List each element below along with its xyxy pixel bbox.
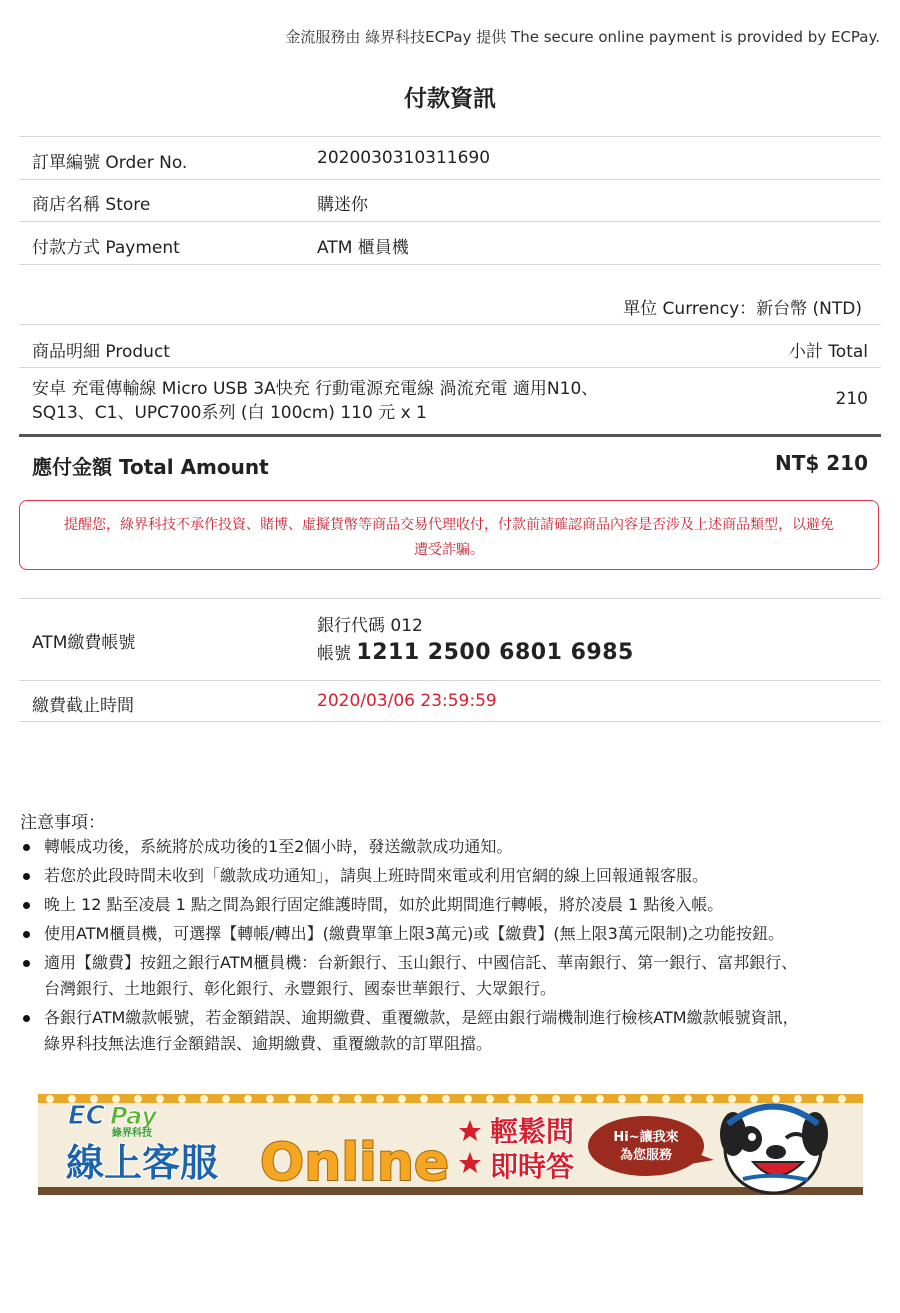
list-item [20,1005,880,1057]
account-number-label: 帳號 [317,644,351,664]
bullet-icon [23,873,30,880]
banner-main-text: 線上客服 [66,1141,219,1185]
product-row [19,367,881,433]
order-no-value: 2020030310311690 [317,148,491,168]
order-no-row [19,136,881,180]
note-text: 轉帳成功後，系統將於成功後的1至2個小時，發送繳款成功通知。 [44,837,513,856]
bullet-icon [23,902,30,909]
order-no-label: 訂單編號 Order No. [32,153,188,173]
deadline-row [19,680,881,722]
product-name-line2: SQ13、C1、UPC700系列 (白 100cm) 110 元 x 1 [32,403,427,423]
fraud-warning-line1: 提醒您，綠界科技不承作投資、賭博、虛擬貨幣等商品交易代理收付，付款前請確認商品內容是否涉及上述商品類型，以避免 [64,517,834,533]
banner-lights [38,1094,863,1103]
bullet-icon [23,960,30,967]
note-text: 適用【繳費】按鈕之銀行ATM櫃員機：台新銀行、玉山銀行、中國信託、華南銀行、第一銀行、富邦銀行、 [44,953,798,972]
subtotal-header-label: 小計 Total [788,342,868,362]
svg-text:Pay: Pay [110,1102,158,1130]
list-item [20,863,880,889]
bullet-icon [23,1015,30,1022]
fraud-warning-box [19,500,879,570]
store-value: 購迷你 [317,195,368,215]
bank-code-value: 012 [390,616,423,636]
payment-label: 付款方式 Payment [32,238,180,258]
note-text: 使用ATM櫃員機，可選擇【轉帳/轉出】(繳費單筆上限3萬元)或【繳費】(無上限3萬元限制)之功能按鈕。 [44,924,785,943]
bubble-line1: Hi~讓我來 [613,1130,679,1145]
atm-account-label: ATM繳費帳號 [32,633,136,653]
list-item [20,921,880,947]
total-amount-row [19,434,881,489]
notes-title: 注意事項： [20,813,105,833]
online-support-banner[interactable] [38,1094,863,1195]
payment-value: ATM 櫃員機 [317,238,409,258]
account-number-line [317,639,634,665]
bubble-line2: 為您服務 [619,1148,673,1163]
note-text-continued: 台灣銀行、土地銀行、彰化銀行、永豐銀行、國泰世華銀行、大眾銀行。 [44,979,557,998]
note-text: 若您於此段時間未收到「繳款成功通知」，請與上班時間來電或利用官網的線上回報通報客服。 [44,866,709,885]
bank-code-label: 銀行代碼 [317,616,385,636]
banner-slogan1: 輕鬆問 [490,1115,575,1148]
account-number-value: 1211 2500 6801 6985 [356,640,634,665]
fraud-warning-line2: 遭受詐騙。 [414,542,484,558]
product-name [32,377,598,425]
list-item [20,892,880,918]
banner-slogan2: 即時答 [490,1150,575,1183]
provider-text: 金流服務由 綠界科技ECPay 提供 The secure online payment is provided by ECPay. [285,28,880,46]
product-subtotal: 210 [835,389,868,409]
banner-online-text: Online [260,1133,450,1193]
notes-list [20,834,880,1060]
note-text: 各銀行ATM繳款帳號，若金額錯誤、逾期繳費、重覆繳款，是經由銀行端機制進行檢核ATM繳款帳號資訊， [44,1008,799,1027]
product-name-line1: 安卓 充電傳輸線 Micro USB 3A快充 行動電源充電線 渦流充電 適用N10、 [32,379,599,399]
note-text-continued: 綠界科技無法進行金額錯誤、逾期繳費、重覆繳款的訂單阻擋。 [44,1034,493,1053]
note-text: 晚上 12 點至凌晨 1 點之間為銀行固定維護時間，如於此期間進行轉帳，將於凌晨 1 點後入帳。 [44,895,724,914]
total-amount-label: 應付金額 Total Amount [32,455,269,479]
banner-graphic [38,1094,863,1195]
svg-text:綠界科技: 綠界科技 [112,1128,152,1139]
page-title: 付款資訊 [404,86,496,112]
bullet-icon [23,844,30,851]
list-item [20,950,880,1002]
deadline-label: 繳費截止時間 [32,696,134,716]
list-item [20,834,880,860]
payment-row [19,222,881,265]
currency-label: 單位 Currency：新台幣 (NTD) [623,299,862,319]
store-row [19,179,881,222]
svg-text:EC: EC [68,1101,105,1131]
product-header-label: 商品明細 Product [32,342,170,362]
product-header-row [19,324,881,368]
bullet-icon [23,931,30,938]
store-label: 商店名稱 Store [32,195,151,215]
bank-code-line [317,611,423,636]
atm-account-row [19,598,881,681]
total-amount-value: NT$ 210 [774,451,868,475]
deadline-value: 2020/03/06 23:59:59 [317,691,497,711]
